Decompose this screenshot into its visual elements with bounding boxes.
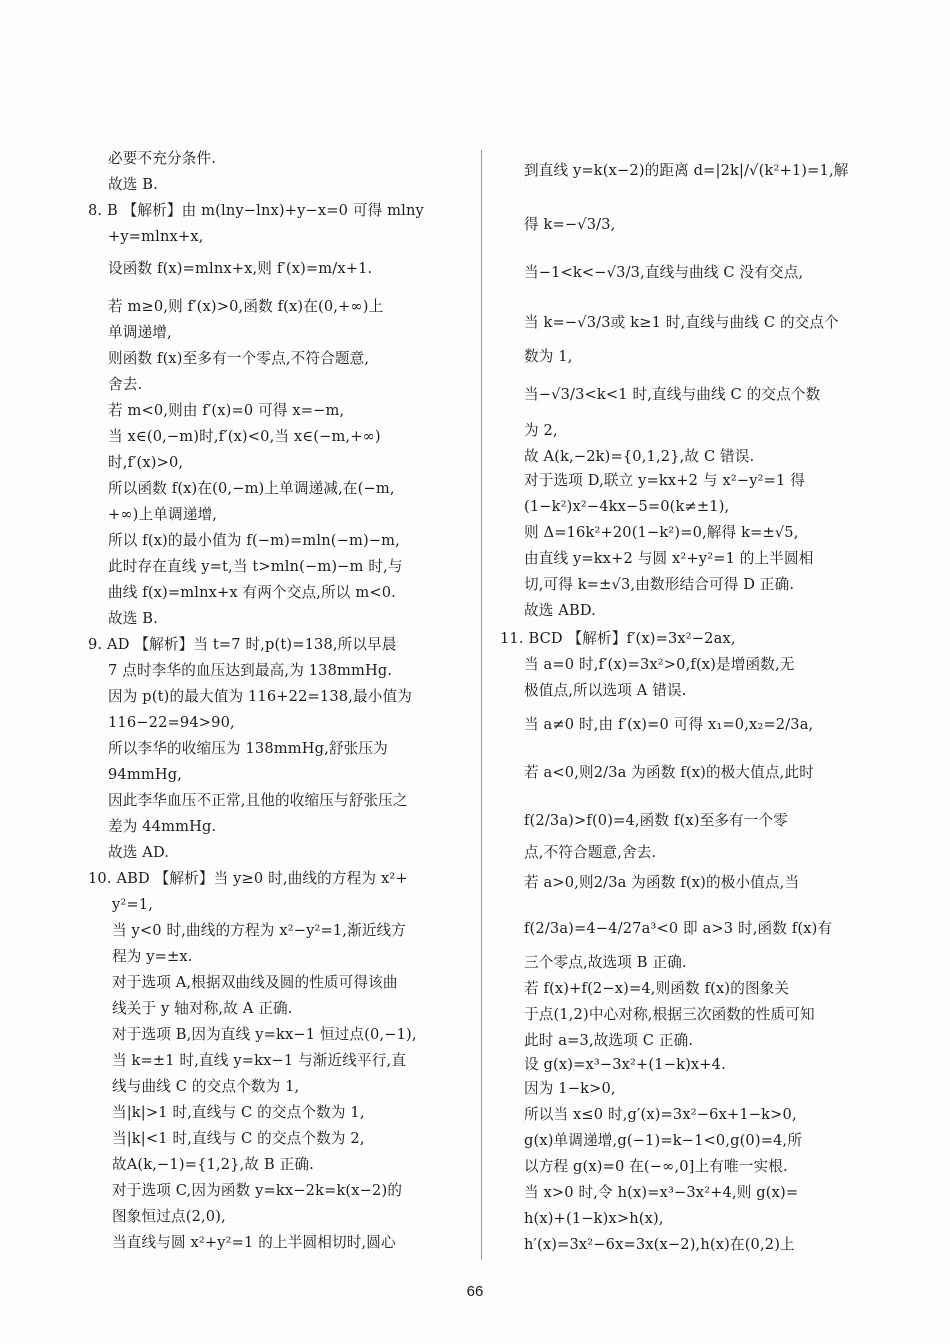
text-line: 116−22=94>90,: [108, 714, 235, 731]
text-line: 则函数 f(x)至多有一个零点,不符合题意,: [108, 350, 370, 367]
text-line: 则 Δ=16k²+20(1−k²)=0,解得 k=±√5,: [524, 524, 799, 541]
text-line: 当 x∈(0,−m)时,f′(x)<0,当 x∈(−m,+∞): [108, 428, 381, 445]
text-line: 94mmHg,: [108, 766, 183, 783]
text-line: 以方程 g(x)=0 在(−∞,0]上有唯一实根.: [524, 1158, 788, 1175]
text-line: 当 a=0 时,f′(x)=3x²>0,f(x)是增函数,无: [524, 656, 795, 673]
text-line: 故 A(k,−2k)={0,1,2},故 C 错误.: [524, 448, 755, 465]
text-line: 曲线 f(x)=mlnx+x 有两个交点,所以 m<0.: [108, 584, 396, 601]
text-line: 切,可得 k=±√3,由数形结合可得 D 正确.: [524, 576, 795, 593]
text-line: 当 k=−√3/3或 k≥1 时,直线与曲线 C 的交点个: [524, 314, 839, 331]
text-line: 故选 B.: [108, 610, 158, 627]
text-line: 若 m≥0,则 f′(x)>0,函数 f(x)在(0,+∞)上: [108, 298, 384, 315]
text-line: 若 a<0,则2/3a 为函数 f(x)的极大值点,此时: [524, 764, 814, 781]
text-line: 因此李华血压不正常,且他的收缩压与舒张压之: [108, 792, 408, 809]
text-line: f(2/3a)=4−4/27a³<0 即 a>3 时,函数 f(x)有: [524, 920, 833, 937]
text-line: 点,不符合题意,舍去.: [524, 844, 657, 861]
text-line: 故选 ABD.: [524, 602, 596, 619]
text-line: 为 2,: [524, 422, 558, 439]
text-line: 当 a≠0 时,由 f′(x)=0 可得 x₁=0,x₂=2/3a,: [524, 716, 814, 733]
text-line: 设函数 f(x)=mlnx+x,则 f′(x)=m/x+1.: [108, 260, 373, 277]
text-line: h(x)+(1−k)x>h(x),: [524, 1210, 664, 1227]
text-line: 当 y<0 时,曲线的方程为 x²−y²=1,渐近线方: [112, 922, 407, 939]
text-line: 极值点,所以选项 A 错误.: [524, 682, 687, 699]
question-8-header: 8. B 【解析】由 m(lny−lnx)+y−x=0 可得 mlny: [88, 202, 424, 219]
text-line: 故选 AD.: [108, 844, 170, 861]
question-10-header: 10. ABD 【解析】当 y≥0 时,曲线的方程为 x²+: [88, 870, 408, 887]
text-line: +y=mlnx+x,: [108, 228, 204, 245]
text-line: 图象恒过点(2,0),: [112, 1208, 226, 1225]
text-line: y²=1,: [112, 896, 153, 913]
text-line: 若 f(x)+f(2−x)=4,则函数 f(x)的图象关: [524, 980, 790, 997]
text-line: (1−k²)x²−4kx−5=0(k≠±1),: [524, 498, 730, 515]
text-line: 数为 1,: [524, 348, 573, 365]
page-number: 66: [466, 1283, 484, 1300]
text-line: g(x)单调递增,g(−1)=k−1<0,g(0)=4,所: [524, 1132, 803, 1149]
text-line: 线关于 y 轴对称,故 A 正确.: [112, 1000, 293, 1017]
text-line: 由直线 y=kx+2 与圆 x²+y²=1 的上半圆相: [524, 550, 814, 567]
text-line: 所以李华的收缩压为 138mmHg,舒张压为: [108, 740, 388, 757]
text-line: 三个零点,故选项 B 正确.: [524, 954, 687, 971]
text-line: 得 k=−√3/3,: [524, 216, 616, 233]
text-line: 线与曲线 C 的交点个数为 1,: [112, 1078, 300, 1095]
text-line: 故选 B.: [108, 176, 158, 193]
text-line: 因为 1−k>0,: [524, 1080, 616, 1097]
text-line: 到直线 y=k(x−2)的距离 d=|2k|/√(k²+1)=1,解: [524, 162, 849, 179]
text-line: 所以当 x≤0 时,g′(x)=3x²−6x+1−k>0,: [524, 1106, 797, 1123]
text-line: 因为 p(t)的最大值为 116+22=138,最小值为: [108, 688, 412, 705]
text-line: 设 g(x)=x³−3x²+(1−k)x+4.: [524, 1056, 726, 1073]
question-11-header: 11. BCD 【解析】f′(x)=3x²−2ax,: [500, 630, 736, 647]
text-line: 当−√3/3<k<1 时,直线与曲线 C 的交点个数: [524, 386, 821, 403]
text-line: 差为 44mmHg.: [108, 818, 217, 835]
text-line: 此时存在直线 y=t,当 t>mln(−m)−m 时,与: [108, 558, 403, 575]
text-line: 故A(k,−1)={1,2},故 B 正确.: [112, 1156, 314, 1173]
text-line: 当 x>0 时,令 h(x)=x³−3x²+4,则 g(x)=: [524, 1184, 799, 1201]
text-line: 对于选项 C,因为函数 y=kx−2k=k(x−2)的: [112, 1182, 403, 1199]
text-line: h′(x)=3x²−6x=3x(x−2),h(x)在(0,2)上: [524, 1236, 795, 1253]
text-line: 时,f′(x)>0,: [108, 454, 184, 471]
text-line: 所以 f(x)的最小值为 f(−m)=mln(−m)−m,: [108, 532, 400, 549]
text-line: 对于选项 A,根据双曲线及圆的性质可得该曲: [112, 974, 398, 991]
text-line: 若 m<0,则由 f′(x)=0 可得 x=−m,: [108, 402, 345, 419]
text-line: 7 点时李华的血压达到最高,为 138mmHg.: [108, 662, 393, 679]
text-line: 对于选项 B,因为直线 y=kx−1 恒过点(0,−1),: [112, 1026, 417, 1043]
text-line: 若 a>0,则2/3a 为函数 f(x)的极小值点,当: [524, 874, 800, 891]
text-line: 舍去.: [108, 376, 143, 393]
text-line: 当 k=±1 时,直线 y=kx−1 与渐近线平行,直: [112, 1052, 407, 1069]
text-line: 所以函数 f(x)在(0,−m)上单调递减,在(−m,: [108, 480, 395, 497]
text-line: 当|k|<1 时,直线与 C 的交点个数为 2,: [112, 1130, 365, 1147]
text-line: +∞)上单调递增,: [108, 506, 218, 523]
question-9-header: 9. AD 【解析】当 t=7 时,p(t)=138,所以早晨: [88, 636, 397, 653]
text-line: f(2/3a)>f(0)=4,函数 f(x)至多有一个零: [524, 812, 789, 829]
text-line: 程为 y=±x.: [112, 948, 193, 965]
text-line: 单调递增,: [108, 324, 172, 341]
text-line: 当−1<k<−√3/3,直线与曲线 C 没有交点,: [524, 264, 804, 281]
text-line: 于点(1,2)中心对称,根据三次函数的性质可知: [524, 1006, 815, 1023]
text-line: 此时 a=3,故选项 C 正确.: [524, 1032, 694, 1049]
text-line: 必要不充分条件.: [108, 150, 216, 167]
column-divider: [481, 150, 482, 1260]
text-line: 当直线与圆 x²+y²=1 的上半圆相切时,圆心: [112, 1234, 396, 1251]
text-line: 对于选项 D,联立 y=kx+2 与 x²−y²=1 得: [524, 472, 805, 489]
text-line: 当|k|>1 时,直线与 C 的交点个数为 1,: [112, 1104, 365, 1121]
